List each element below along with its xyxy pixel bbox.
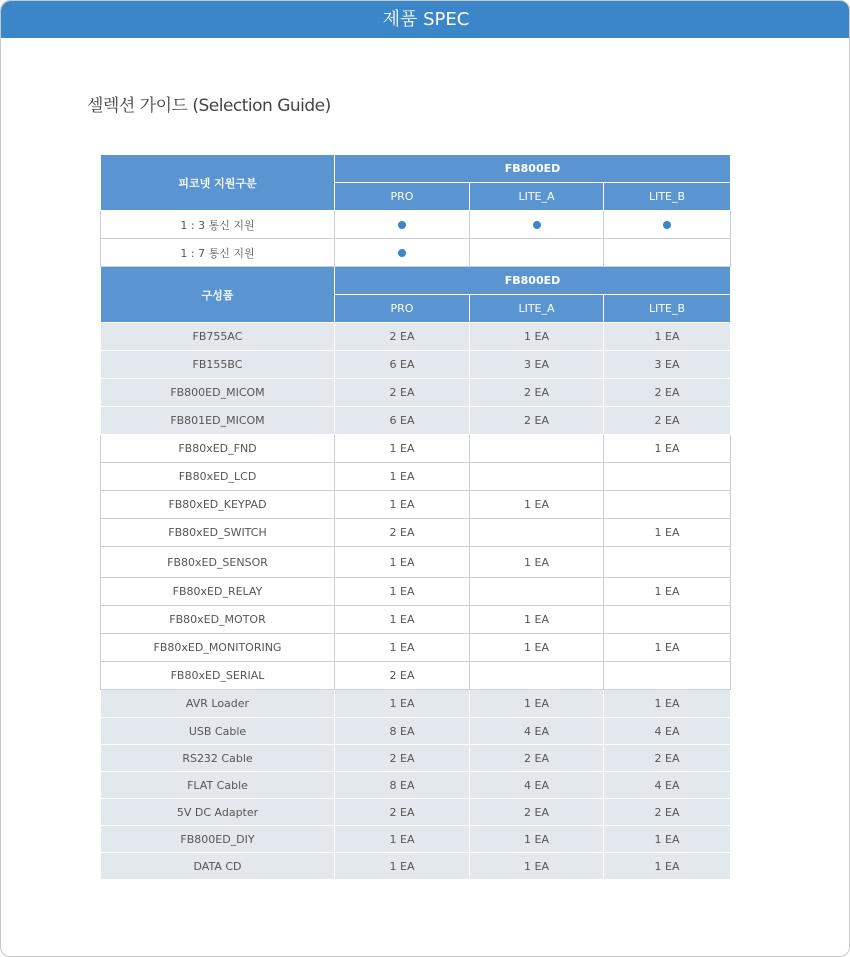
qty-pro: 1 EA: [335, 463, 470, 491]
component-row: [101, 634, 731, 662]
support-row-label: 1 : 7 통신 지원: [101, 239, 335, 267]
qty-pro: 1 EA: [335, 690, 470, 718]
component-row: [101, 463, 731, 491]
qty-lite-a: 1 EA: [470, 606, 604, 634]
qty-pro: 6 EA: [335, 407, 470, 435]
qty-pro: 1 EA: [335, 853, 470, 880]
component-name: 5V DC Adapter: [101, 799, 335, 826]
qty-lite-b: 1 EA: [604, 519, 731, 547]
qty-lite-a: [470, 519, 604, 547]
qty-pro: 2 EA: [335, 519, 470, 547]
qty-lite-b: 1 EA: [604, 578, 731, 606]
column-header-pro: PRO: [335, 295, 470, 323]
qty-lite-a: [470, 463, 604, 491]
component-row: [101, 690, 731, 718]
column-header-lite-b: LITE_B: [604, 183, 731, 211]
component-row: [101, 718, 731, 745]
qty-lite-b: 1 EA: [604, 323, 731, 351]
qty-lite-a: 1 EA: [470, 634, 604, 662]
component-name: FB800ED_DIY: [101, 826, 335, 853]
component-row: [101, 407, 731, 435]
page-header-title: 제품 SPEC: [382, 9, 470, 30]
support-header-row: [101, 155, 731, 183]
component-name: RS232 Cable: [101, 745, 335, 772]
qty-lite-a: 1 EA: [470, 690, 604, 718]
qty-lite-a: 4 EA: [470, 718, 604, 745]
support-row: [101, 211, 731, 239]
component-name: AVR Loader: [101, 690, 335, 718]
component-name: FB80xED_SENSOR: [101, 547, 335, 578]
qty-lite-a: [470, 435, 604, 463]
support-cell-lite-a: [470, 211, 604, 239]
qty-lite-b: 4 EA: [604, 718, 731, 745]
qty-pro: 1 EA: [335, 634, 470, 662]
component-name: FB80xED_SWITCH: [101, 519, 335, 547]
component-name: FB80xED_KEYPAD: [101, 491, 335, 519]
qty-lite-a: 1 EA: [470, 491, 604, 519]
component-name: FB80xED_MOTOR: [101, 606, 335, 634]
component-row: [101, 799, 731, 826]
support-cell-lite-b: [604, 211, 731, 239]
qty-pro: 8 EA: [335, 718, 470, 745]
component-row: [101, 662, 731, 690]
qty-lite-b: 2 EA: [604, 407, 731, 435]
qty-pro: 1 EA: [335, 435, 470, 463]
support-group-header: FB800ED: [335, 155, 731, 183]
qty-pro: 1 EA: [335, 547, 470, 578]
support-row: [101, 239, 731, 267]
component-name: USB Cable: [101, 718, 335, 745]
qty-pro: 1 EA: [335, 826, 470, 853]
supported-dot-icon: [663, 221, 671, 229]
qty-pro: 6 EA: [335, 351, 470, 379]
component-row: [101, 351, 731, 379]
qty-lite-b: 2 EA: [604, 379, 731, 407]
qty-lite-b: [604, 662, 731, 690]
component-row: [101, 853, 731, 880]
column-header-lite-a: LITE_A: [470, 183, 604, 211]
component-name: FB801ED_MICOM: [101, 407, 335, 435]
qty-lite-b: 1 EA: [604, 853, 731, 880]
qty-lite-a: 1 EA: [470, 323, 604, 351]
qty-pro: 2 EA: [335, 323, 470, 351]
component-name: FB800ED_MICOM: [101, 379, 335, 407]
column-header-lite-a: LITE_A: [470, 295, 604, 323]
component-name: FB80xED_SERIAL: [101, 662, 335, 690]
qty-lite-b: 1 EA: [604, 634, 731, 662]
component-row: [101, 435, 731, 463]
component-name: FB155BC: [101, 351, 335, 379]
components-group-header: FB800ED: [335, 267, 731, 295]
qty-lite-b: 4 EA: [604, 772, 731, 799]
supported-dot-icon: [398, 249, 406, 257]
component-name: FLAT Cable: [101, 772, 335, 799]
qty-lite-a: [470, 578, 604, 606]
qty-pro: 2 EA: [335, 379, 470, 407]
component-name: FB755AC: [101, 323, 335, 351]
support-row-label: 1 : 3 통신 지원: [101, 211, 335, 239]
qty-lite-a: 3 EA: [470, 351, 604, 379]
components-header-row: [101, 267, 731, 295]
qty-lite-a: 2 EA: [470, 745, 604, 772]
component-name: FB80xED_LCD: [101, 463, 335, 491]
component-row: [101, 379, 731, 407]
component-name: FB80xED_MONITORING: [101, 634, 335, 662]
qty-lite-a: 1 EA: [470, 547, 604, 578]
component-row: [101, 772, 731, 799]
column-header-lite-b: LITE_B: [604, 295, 731, 323]
component-row: [101, 491, 731, 519]
qty-pro: 1 EA: [335, 578, 470, 606]
qty-lite-a: 1 EA: [470, 826, 604, 853]
qty-lite-a: 2 EA: [470, 799, 604, 826]
selection-guide-table: [100, 154, 731, 880]
section-title: 셀렉션 가이드 (Selection Guide): [87, 96, 331, 116]
component-row: [101, 323, 731, 351]
qty-pro: 1 EA: [335, 491, 470, 519]
qty-lite-a: 2 EA: [470, 407, 604, 435]
support-cell-lite-a: [470, 239, 604, 267]
qty-lite-b: [604, 491, 731, 519]
qty-pro: 1 EA: [335, 606, 470, 634]
supported-dot-icon: [533, 221, 541, 229]
components-row-header: 구성품: [101, 267, 335, 323]
component-row: [101, 826, 731, 853]
qty-lite-b: 3 EA: [604, 351, 731, 379]
component-row: [101, 606, 731, 634]
qty-pro: 2 EA: [335, 745, 470, 772]
support-row-header: 피코넷 지원구분: [101, 155, 335, 211]
component-name: DATA CD: [101, 853, 335, 880]
qty-lite-b: 1 EA: [604, 826, 731, 853]
column-header-pro: PRO: [335, 183, 470, 211]
qty-lite-a: 4 EA: [470, 772, 604, 799]
page-header-bar: [1, 1, 850, 38]
support-cell-pro: [335, 239, 470, 267]
qty-lite-b: [604, 547, 731, 578]
supported-dot-icon: [398, 221, 406, 229]
qty-pro: 8 EA: [335, 772, 470, 799]
qty-lite-b: 2 EA: [604, 799, 731, 826]
qty-lite-b: [604, 463, 731, 491]
qty-lite-b: 1 EA: [604, 435, 731, 463]
support-cell-lite-b: [604, 239, 731, 267]
component-row: [101, 519, 731, 547]
qty-pro: 2 EA: [335, 662, 470, 690]
component-name: FB80xED_FND: [101, 435, 335, 463]
qty-lite-b: 2 EA: [604, 745, 731, 772]
support-cell-pro: [335, 211, 470, 239]
component-row: [101, 745, 731, 772]
qty-lite-a: 2 EA: [470, 379, 604, 407]
component-row: [101, 578, 731, 606]
qty-lite-a: [470, 662, 604, 690]
qty-lite-a: 1 EA: [470, 853, 604, 880]
component-name: FB80xED_RELAY: [101, 578, 335, 606]
qty-lite-b: [604, 606, 731, 634]
qty-pro: 2 EA: [335, 799, 470, 826]
qty-lite-b: 1 EA: [604, 690, 731, 718]
component-row: [101, 547, 731, 578]
